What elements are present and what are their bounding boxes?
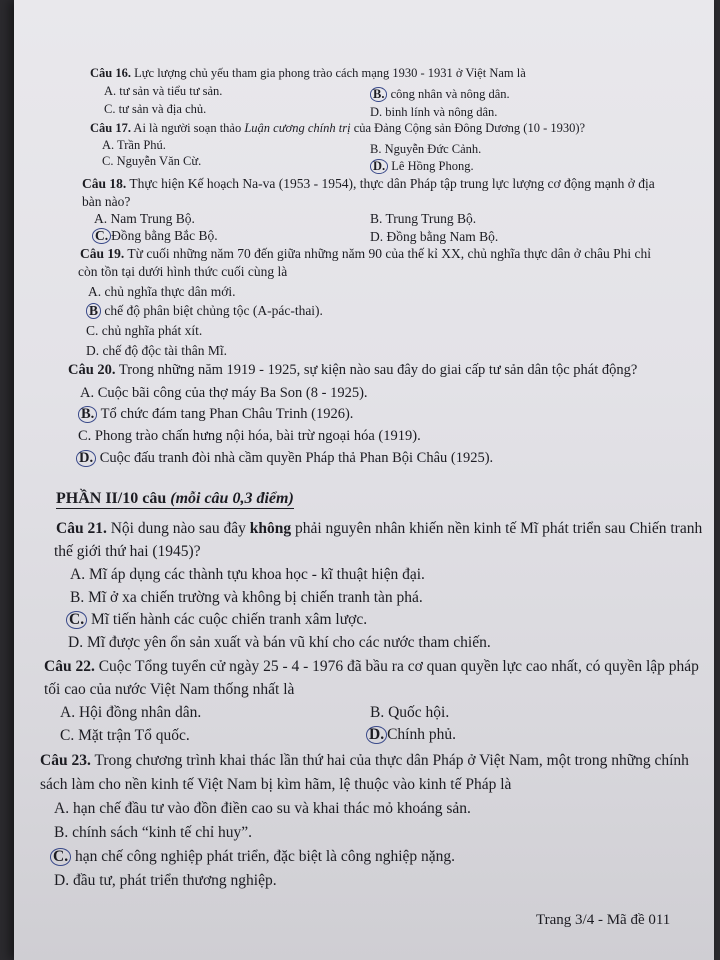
option-c: C. Nguyễn Văn Cừ. xyxy=(102,154,202,168)
option-b: B. chính sách “kinh tế chỉ huy”. xyxy=(54,824,253,841)
option-c: C. hạn chế công nghiệp phát triển, đặc biệt là công nghiệp nặng. xyxy=(50,848,455,866)
page-footer: Trang 3/4 - Mã đề 011 xyxy=(536,912,671,928)
option-b: B. Trung Trung Bộ. xyxy=(370,211,477,226)
question-23-stem-line1: Câu 23. Trong chương trình khai thác lần thứ hai của thực dân Pháp ở Việt Nam, một trong những chính xyxy=(40,752,689,769)
question-16-stem: Câu 16. Lực lượng chủ yếu tham gia phong trào cách mạng 1930 - 1931 ở Việt Nam là xyxy=(90,66,526,80)
question-23-stem-line2: sách làm cho nền kinh tế Việt Nam bị kìm hãm, lệ thuộc vào kinh tế Pháp là xyxy=(40,776,512,793)
question-17-stem: Câu 17. Ai là người soạn thảo Luận cương chính trị của Đảng Cộng sản Đông Dương (10 - 1930)? xyxy=(90,121,586,135)
option-a: A. Trần Phú. xyxy=(102,138,166,152)
option-d: D. Chính phủ. xyxy=(366,726,456,744)
option-d: D. binh lính và nông dân. xyxy=(370,105,498,119)
option-b: B. Nguyễn Đức Cảnh. xyxy=(370,142,482,156)
option-a: A. Mĩ áp dụng các thành tựu khoa học - kĩ thuật hiện đại. xyxy=(70,566,425,583)
option-d: D. đầu tư, phát triển thương nghiệp. xyxy=(54,872,277,889)
question-18-stem-line1: Câu 18. Thực hiện Kế hoạch Na-va (1953 - 1954), thực dân Pháp tập trung lực lượng cơ động mạnh ở địa xyxy=(82,176,655,191)
question-20-stem: Câu 20. Trong những năm 1919 - 1925, sự kiện nào sau đây do giai cấp tư sản dân tộc phát động? xyxy=(68,362,638,378)
option-d: D. Cuộc đấu tranh đòi nhà cầm quyền Pháp thả Phan Bội Châu (1925). xyxy=(76,450,493,467)
section-heading: PHẦN II/10 câu (mỗi câu 0,3 điểm) xyxy=(56,490,294,507)
option-b: B. Mĩ ở xa chiến trường và không bị chiến tranh tàn phá. xyxy=(70,589,423,606)
option-a: A. tư sản và tiểu tư sản. xyxy=(104,84,223,98)
option-a: A. Nam Trung Bộ. xyxy=(94,211,195,226)
option-d: D. Đồng bằng Nam Bộ. xyxy=(370,229,499,244)
option-c: C. Mặt trận Tổ quốc. xyxy=(60,727,190,744)
option-c: C. Phong trào chấn hưng nội hóa, bài trừ ngoại hóa (1919). xyxy=(78,428,421,444)
option-b: B. Tổ chức đám tang Phan Châu Trinh (1926). xyxy=(78,406,353,423)
option-a: A. chủ nghĩa thực dân mới. xyxy=(88,284,236,299)
option-a: A. Cuộc bãi công của thợ máy Ba Son (8 - 1925). xyxy=(80,385,368,401)
option-c: C. Đồng bằng Bắc Bộ. xyxy=(92,228,218,244)
option-c: C. chủ nghĩa phát xít. xyxy=(86,323,203,338)
option-b: B chế độ phân biệt chủng tộc (A-pác-thai). xyxy=(86,303,323,319)
option-a: A. hạn chế đầu tư vào đồn điền cao su và khai thác mỏ khoáng sản. xyxy=(54,800,471,817)
question-21-stem-line1: Câu 21. Nội dung nào sau đây không phải nguyên nhân khiến nền kinh tế Mĩ phát triển sau Chiến tranh xyxy=(56,520,703,537)
option-d: D. Mĩ được yên ổn sản xuất và bán vũ khí cho các nước tham chiến. xyxy=(68,634,491,651)
option-d: D. Lê Hồng Phong. xyxy=(370,159,474,174)
option-c: C. Mĩ tiến hành các cuộc chiến tranh xâm lược. xyxy=(66,611,367,629)
option-b: B. Quốc hội. xyxy=(370,704,450,721)
question-21-stem-line2: thế giới thứ hai (1945)? xyxy=(54,543,201,560)
option-c: C. tư sản và địa chủ. xyxy=(104,102,207,116)
option-a: A. Hội đồng nhân dân. xyxy=(60,704,202,721)
exam-page xyxy=(14,0,714,960)
option-d: D. chế độ độc tài thân Mĩ. xyxy=(86,343,227,358)
option-b: B. công nhân và nông dân. xyxy=(370,87,510,102)
question-19-stem-line2: còn tồn tại dưới hình thức cuối cùng là xyxy=(78,264,288,279)
question-22-stem-line1: Câu 22. Cuộc Tổng tuyển cử ngày 25 - 4 - 1976 đã bầu ra cơ quan quyền lực cao nhất, có quyền lập pháp xyxy=(44,658,699,675)
question-22-stem-line2: tối cao của nước Việt Nam thống nhất là xyxy=(44,681,295,698)
question-19-stem-line1: Câu 19. Từ cuối những năm 70 đến giữa những năm 90 của thế kỉ XX, chủ nghĩa thực dân ở châu Phi chỉ xyxy=(80,246,652,261)
question-18-stem-line2: bàn nào? xyxy=(82,194,131,209)
